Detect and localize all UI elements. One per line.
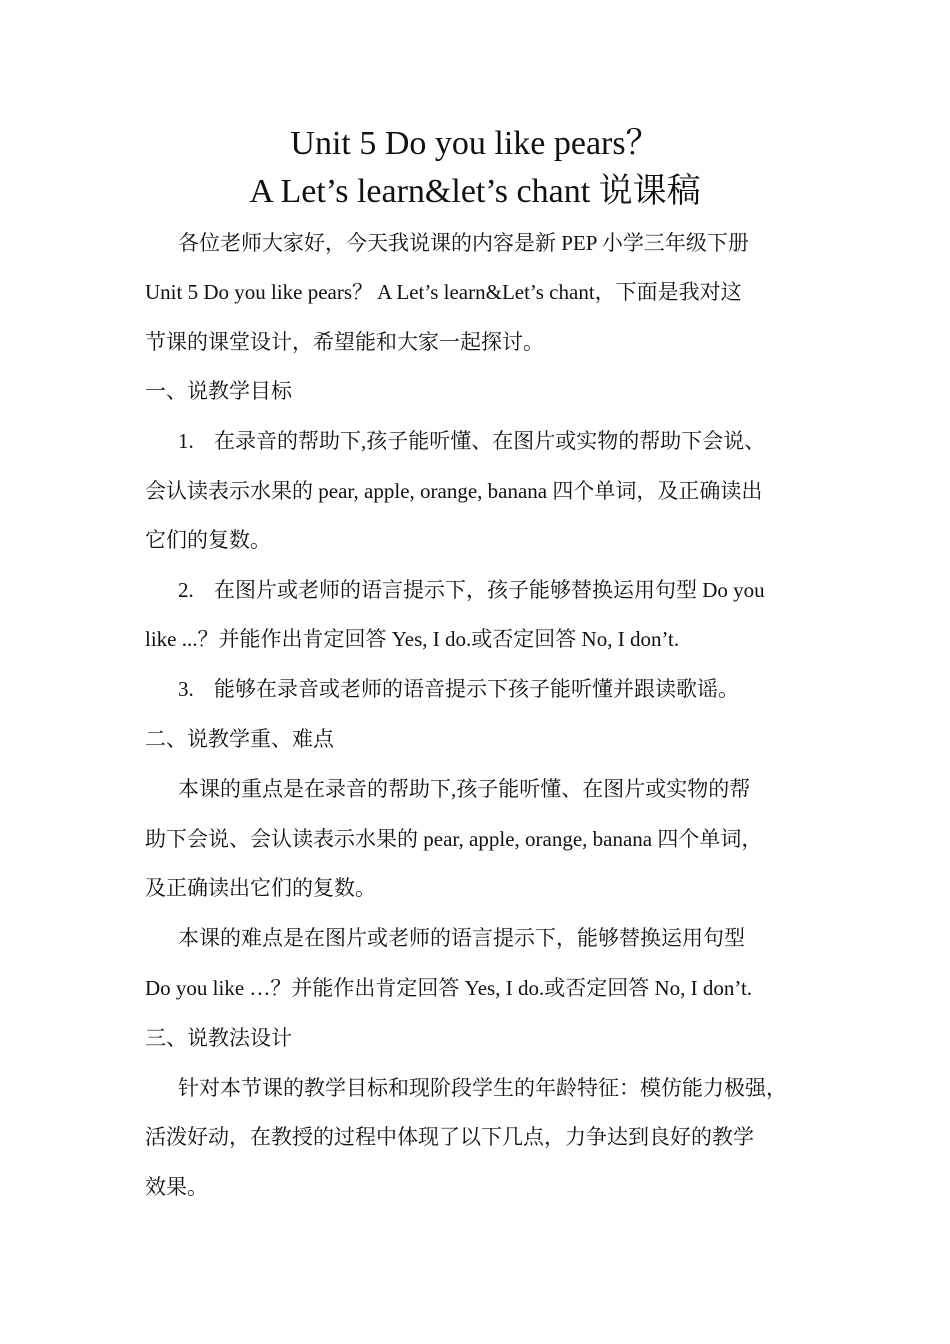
key-point-line-3: 及正确读出它们的复数。	[145, 876, 376, 900]
difficult-point-line-2: Do you like …？并能作出肯定回答 Yes, I do.或否定回答 No, I don’t.	[145, 976, 753, 1000]
goal-2-line-2: like ...？并能作出肯定回答 Yes, I do.或否定回答 No, I don’t.	[145, 627, 680, 651]
section-1-heading: 一、说教学目标	[145, 379, 292, 403]
goal-3-number: 3.	[178, 677, 194, 701]
key-point-line-1: 本课的重点是在录音的帮助下,孩子能听懂、在图片或实物的帮	[178, 777, 751, 801]
method-line-2: 活泼好动，在教授的过程中体现了以下几点，力争达到良好的教学	[145, 1125, 754, 1149]
intro-line-3: 节课的课堂设计，希望能和大家一起探讨。	[145, 330, 544, 354]
goal-3-text: 能够在录音或老师的语音提示下孩子能听懂并跟读歌谣。	[214, 677, 739, 701]
method-line-1: 针对本节课的教学目标和现阶段学生的年龄特征：模仿能力极强，	[178, 1076, 787, 1100]
goal-1-line-1	[178, 426, 765, 456]
difficult-point-line-1: 本课的难点是在图片或老师的语言提示下，能够替换运用句型	[178, 926, 745, 950]
goal-2-number: 2.	[178, 578, 194, 602]
goal-1-line-3: 它们的复数。	[145, 528, 271, 552]
intro-line-1: 各位老师大家好，今天我说课的内容是新 PEP 小学三年级下册	[178, 231, 749, 255]
section-3-heading: 三、说教法设计	[145, 1026, 292, 1050]
goal-2-line-1	[178, 575, 765, 605]
goal-1-number: 1.	[178, 429, 194, 453]
goal-2-text: 在图片或老师的语言提示下，孩子能够替换运用句型 Do you	[214, 578, 765, 602]
goal-1-text: 在录音的帮助下,孩子能听懂、在图片或实物的帮助下会说、	[214, 429, 766, 453]
title-line-1: Unit 5 Do you like pears？	[290, 125, 660, 162]
method-line-3: 效果。	[145, 1175, 208, 1199]
key-point-line-2: 助下会说、会认读表示水果的 pear, apple, orange, banana 四个单词，	[145, 827, 763, 851]
intro-line-2: Unit 5 Do you like pears？ A Let’s learn&Let’s chant，下面是我对这	[145, 280, 742, 304]
title-line-2: A Let’s learn&let’s chant 说课稿	[249, 173, 701, 210]
goal-1-line-2: 会认读表示水果的 pear, apple, orange, banana 四个单词，及正确读出	[145, 479, 763, 503]
section-2-heading: 二、说教学重、难点	[145, 727, 334, 751]
goal-3-line-1	[178, 674, 739, 704]
